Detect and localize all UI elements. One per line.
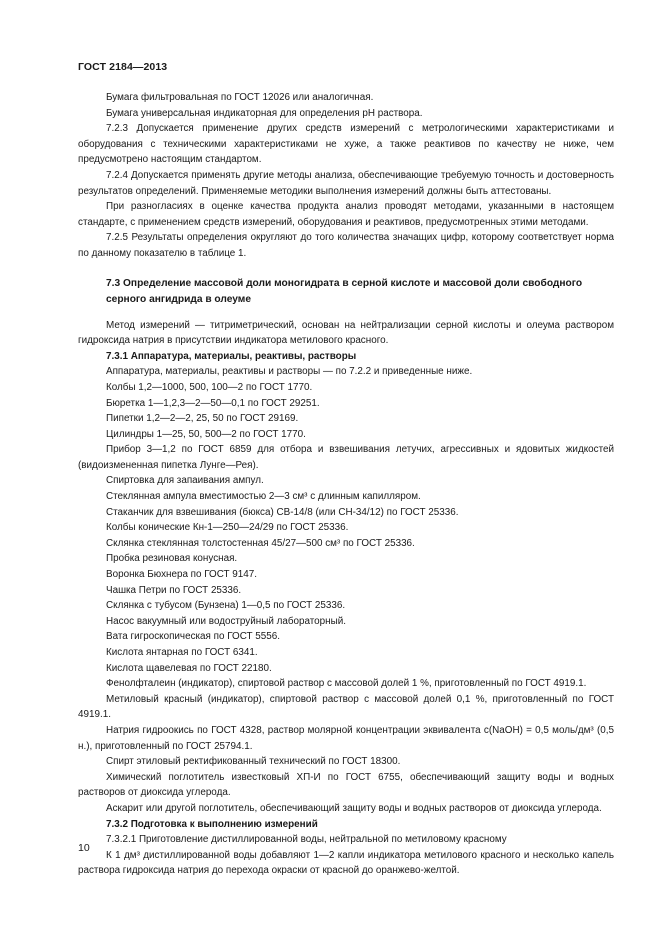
list-item: Аскарит или другой поглотитель, обеспечивающий защиту воды и водных растворов от диоксида углерода. — [106, 802, 602, 814]
list-item: Колбы конические Кн-1—250—24/29 по ГОСТ 25336. — [106, 522, 349, 534]
page-number: 10 — [78, 842, 90, 854]
list-item: Цилиндры 1—25, 50, 500—2 по ГОСТ 1770. — [106, 428, 306, 440]
list-item: Склянка стеклянная толстостенная 45/27—500 см³ по ГОСТ 25336. — [106, 537, 415, 549]
list-item: Вата гигроскопическая по ГОСТ 5556. — [106, 631, 280, 643]
list-item: Насос вакуумный или водоструйный лабораторный. — [106, 615, 346, 627]
list-item: Кислота щавелевая по ГОСТ 22180. — [106, 662, 272, 674]
list-item: Склянка с тубусом (Бунзена) 1—0,5 по ГОСТ 25336. — [106, 600, 346, 612]
list-item: Метиловый красный (индикатор), спиртовой раствор с массовой долей 0,1 %, приготовленный по ГОСТ 4919.1. — [78, 693, 614, 721]
list-item: Чашка Петри по ГОСТ 25336. — [106, 584, 242, 596]
section-heading: 7.3 Определение массовой доли моногидрата в серной кислоте и массовой доли свободного серного ангидрида в олеуме — [106, 277, 583, 305]
list-item: Спиртовка для запаивания ампул. — [106, 475, 264, 487]
paragraph: Бумага фильтровальная по ГОСТ 12026 или аналогичная. — [106, 92, 374, 103]
list-item: Стаканчик для взвешивания (бюкса) СВ-14/8 (или СН-34/12) по ГОСТ 25336. — [106, 506, 459, 518]
paragraph: Бумага универсальная индикаторная для определения рН раствора. — [106, 107, 423, 119]
list-item: Прибор 3—1,2 по ГОСТ 6859 для отбора и взвешивания летучих, агрессивных и ядовитых жидкостей (видоизмененная пипетка Лунге—Рея). — [78, 444, 614, 471]
paragraph: 7.2.4 Допускается применять другие методы анализа, обеспечивающие требуемую точность и достоверность результатов определений. Применяемые методики выполнения измерений должны быть аттестованы. — [78, 169, 614, 197]
paragraph: 7.2.5 Результаты определения округляют до того количества значащих цифр, которому соответствует норма по данному показателю в таблице 1. — [78, 232, 614, 259]
list-item: Бюретка 1—1,2,3—2—50—0,1 по ГОСТ 29251. — [106, 397, 320, 409]
list-item: Натрия гидроокись по ГОСТ 4328, раствор молярной концентрации эквивалента с(NaOH) = 0,5 моль/дм³ (0,5 н.), приготовленный по ГОСТ 25794.1. — [78, 724, 614, 752]
list-item: Аппаратура, материалы, реактивы и растворы — по 7.2.2 и приведенные ниже. — [106, 366, 473, 378]
paragraph: 7.2.3 Допускается применение других средств измерений с метрологическими характеристиками и оборудования с техническими характеристиками не хуже, а также реактивов по качеству не ниже, чем предусмотрено настоящим стандартом. — [78, 123, 614, 166]
list-item: Кислота янтарная по ГОСТ 6341. — [106, 647, 258, 658]
list-item: Спирт этиловый ректификованный технический по ГОСТ 18300. — [106, 756, 401, 768]
document-code-header: ГОСТ 2184—2013 — [78, 61, 168, 73]
list-item: Химический поглотитель известковый ХП-И по ГОСТ 6755, обеспечивающий защиту воды и водных растворов от диоксида углерода. — [78, 771, 614, 799]
paragraph: Метод измерений — титриметрический, основан на нейтрализации серной кислоты и олеума раствором гидроксида натрия в присутствии индикатора метилового красного. — [78, 319, 614, 347]
list-item: Фенолфталеин (индикатор), спиртовой раствор с массовой долей 1 %, приготовленный по ГОСТ 4919.1. — [106, 678, 587, 690]
list-item: Пробка резиновая конусная. — [106, 553, 238, 565]
list-item: Пипетки 1,2—2—2, 25, 50 по ГОСТ 29169. — [106, 413, 299, 425]
subsection-heading: 7.3.1 Аппаратура, материалы, реактивы, растворы — [106, 350, 357, 362]
subsection-heading: 7.3.2 Подготовка к выполнению измерений — [106, 818, 318, 830]
document-body — [78, 90, 614, 879]
paragraph: 7.3.2.1 Приготовление дистиллированной воды, нейтральной по метиловому красному — [106, 834, 507, 846]
paragraph: К 1 дм³ дистиллированной воды добавляют 1—2 капли индикатора метилового красного и несколько капель раствора гидроксида натрия до перехода окраски от красной до оранжево-желтой. — [78, 849, 614, 877]
list-item: Стеклянная ампула вместимостью 2—3 см³ с длинным капилляром. — [106, 491, 421, 503]
list-item: Воронка Бюхнера по ГОСТ 9147. — [106, 569, 258, 581]
list-item: Колбы 1,2—1000, 500, 100—2 по ГОСТ 1770. — [106, 381, 313, 393]
paragraph: При разногласиях в оценке качества продукта анализ проводят методами, указанными в настоящем стандарте, с применением средств измерений, оборудования и реактивов, предусмотренных этими методами. — [78, 201, 614, 228]
